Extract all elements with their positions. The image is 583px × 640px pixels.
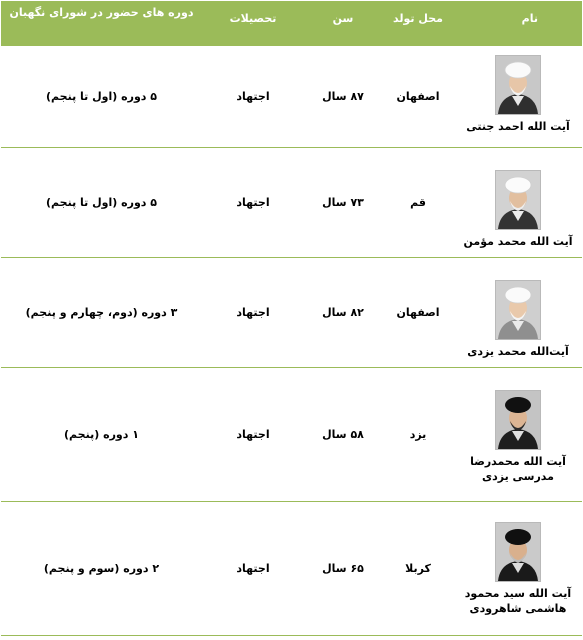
header-name: نام <box>521 12 538 25</box>
portrait-white-turban-icon <box>495 280 541 340</box>
birthplace-cell: کربلا <box>405 561 431 575</box>
member-name: آیت الله احمد جنتی <box>466 119 570 133</box>
age-cell: ۸۷ سال <box>322 89 364 103</box>
header-birthplace: محل تولد <box>393 12 443 25</box>
portrait-white-turban-icon <box>495 170 541 230</box>
table-header-row <box>1 1 582 45</box>
birthplace-cell: یزد <box>409 427 427 441</box>
member-name: آیت الله محمدرضا مدرسی یزدی <box>470 454 566 483</box>
table-row <box>1 147 582 257</box>
education-cell: اجتهاد <box>236 195 270 209</box>
table-row <box>1 501 582 635</box>
age-cell: ۸۲ سال <box>322 305 364 319</box>
terms-cell: ۲ دوره (سوم و پنجم) <box>43 561 160 575</box>
guardian-council-table-wrapper <box>1 1 582 636</box>
education-cell: اجتهاد <box>236 427 270 441</box>
portrait-black-turban-icon <box>495 390 541 450</box>
name-cell <box>454 45 582 147</box>
portrait-white-turban-icon <box>495 55 541 115</box>
birthplace-cell: قم <box>410 195 426 209</box>
header-education: تحصیلات <box>229 12 277 25</box>
birthplace-cell: اصفهان <box>396 305 440 319</box>
age-cell: ۵۸ سال <box>322 427 364 441</box>
table-row <box>1 257 582 367</box>
education-cell: اجتهاد <box>236 561 270 575</box>
name-cell <box>454 147 582 257</box>
name-cell <box>454 501 582 635</box>
age-cell: ۷۳ سال <box>322 195 364 209</box>
portrait-black-turban-icon <box>495 522 541 582</box>
header-terms: دوره های حضور در شورای نگهبان <box>9 6 194 19</box>
education-cell: اجتهاد <box>236 305 270 319</box>
table-row <box>1 45 582 147</box>
terms-cell: ۵ دوره (اول تا پنجم) <box>46 195 157 209</box>
age-cell: ۶۵ سال <box>322 561 364 575</box>
member-name: آیت الله سید محمود هاشمی شاهرودی <box>464 586 572 615</box>
member-name: آیت الله محمد مؤمن <box>463 234 573 248</box>
birthplace-cell: اصفهان <box>396 89 440 103</box>
member-name: آیت‌الله محمد یزدی <box>467 344 569 358</box>
table-row <box>1 367 582 501</box>
header-age: سن <box>332 12 354 25</box>
name-cell <box>454 367 582 501</box>
guardian-council-members-table <box>1 1 582 636</box>
education-cell: اجتهاد <box>236 89 270 103</box>
terms-cell: ۵ دوره (اول تا پنجم) <box>46 89 157 103</box>
terms-cell: ۱ دوره (پنجم) <box>64 427 139 441</box>
terms-cell: ۳ دوره (دوم، چهارم و پنجم) <box>25 305 178 319</box>
name-cell <box>454 257 582 367</box>
